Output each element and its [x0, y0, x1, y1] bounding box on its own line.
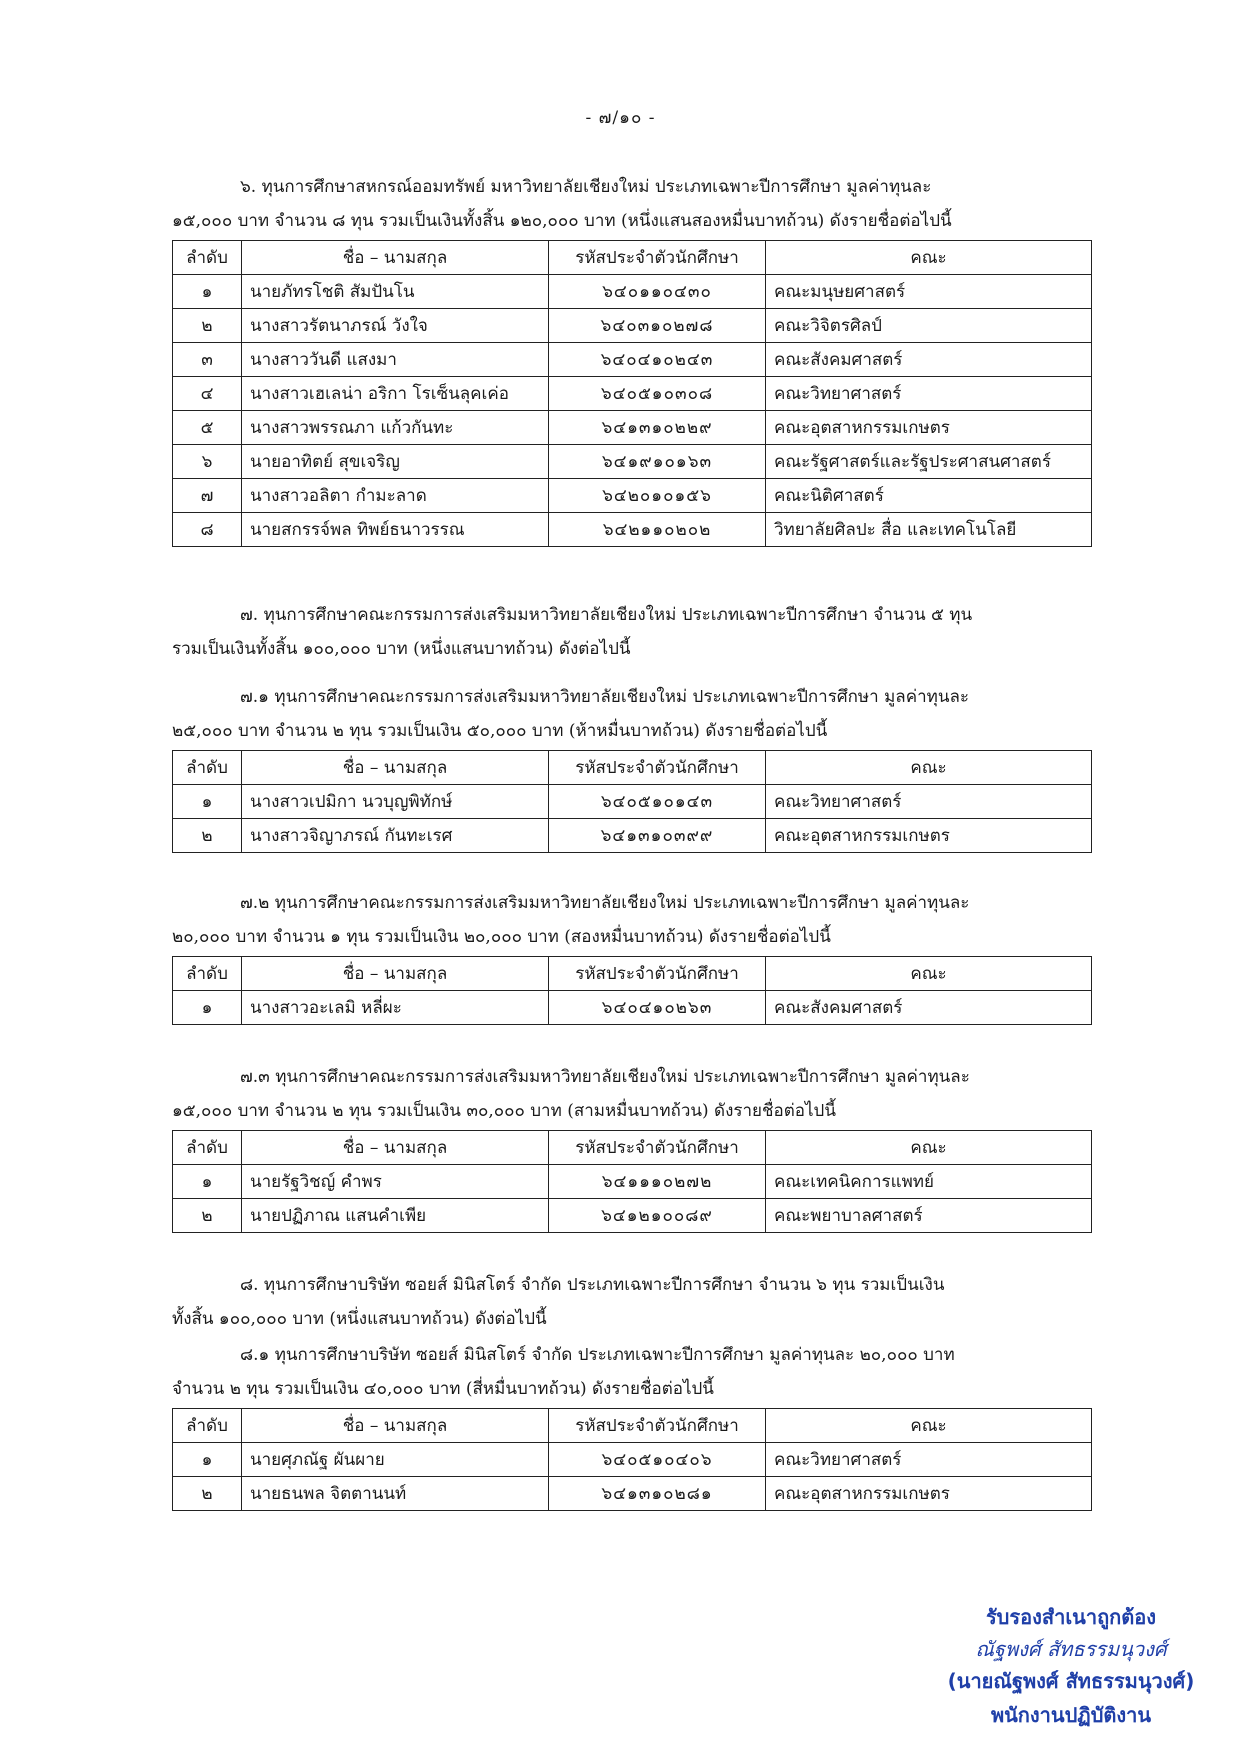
student-name: นายศุภณัฐ ผันผาย: [242, 1443, 549, 1477]
faculty-name: คณะรัฐศาสตร์และรัฐประศาสนศาสตร์: [766, 445, 1092, 479]
faculty-name: คณะพยาบาลศาสตร์: [766, 1199, 1092, 1233]
certifier-name: (นายณัฐพงศ์ สัทธรรมนุวงศ์): [947, 1669, 1195, 1693]
student-name: นางสาวอะเลมิ หลี่ผะ: [242, 991, 549, 1025]
student-id: ๖๔๐๔๑๐๒๔๓: [549, 343, 766, 377]
student-name: นางสาววันดี แสงมา: [242, 343, 549, 377]
col-id-header: รหัสประจำตัวนักศึกษา: [549, 1131, 766, 1165]
table-row: [173, 991, 1092, 1025]
section-8-1-table: [172, 1408, 1092, 1511]
student-id: ๖๔๑๒๑๐๐๘๙: [549, 1199, 766, 1233]
certifier-position: พนักงานปฏิบัติงาน: [990, 1703, 1152, 1727]
faculty-name: คณะวิจิตรศิลป์: [766, 309, 1092, 343]
col-name-header: ชื่อ – นามสกุล: [242, 1409, 549, 1443]
certification-stamp: [941, 1600, 1201, 1732]
faculty-name: คณะมนุษยศาสตร์: [766, 275, 1092, 309]
faculty-name: คณะวิทยาศาสตร์: [766, 785, 1092, 819]
row-number: ๓: [173, 343, 242, 377]
student-name: นางสาวเปมิกา นวบุญพิทักษ์: [242, 785, 549, 819]
col-no-header: ลำดับ: [173, 751, 242, 785]
student-name: นายสกรรจ์พล ทิพย์ธนาวรรณ: [242, 513, 549, 547]
faculty-name: คณะอุตสาหกรรมเกษตร: [766, 1477, 1092, 1511]
signature: ณัฐพงศ์ สัทธรรมนุวงศ์: [975, 1637, 1167, 1661]
col-name-header: ชื่อ – นามสกุล: [242, 1131, 549, 1165]
col-faculty-header: คณะ: [766, 957, 1092, 991]
section-7-2-heading: ๗.๒ ทุนการศึกษาคณะกรรมการส่งเสริมมหาวิทยาลัยเชียงใหม่ ประเภทเฉพาะปีการศึกษา มูลค่าทุนละ: [240, 893, 970, 913]
section-7-2-table: [172, 956, 1092, 1025]
section-6-table: [172, 240, 1092, 547]
col-faculty-header: คณะ: [766, 241, 1092, 275]
col-id-header: รหัสประจำตัวนักศึกษา: [549, 241, 766, 275]
col-name-header: ชื่อ – นามสกุล: [242, 751, 549, 785]
faculty-name: คณะสังคมศาสตร์: [766, 343, 1092, 377]
row-number: ๑: [173, 1443, 242, 1477]
table-row: [173, 819, 1092, 853]
student-name: นางสาวจิญาภรณ์ กันทะเรศ: [242, 819, 549, 853]
faculty-name: คณะเทคนิคการแพทย์: [766, 1165, 1092, 1199]
student-id: ๖๔๑๓๑๐๒๒๙: [549, 411, 766, 445]
table-row: [173, 411, 1092, 445]
student-id: ๖๔๑๓๑๐๒๘๑: [549, 1477, 766, 1511]
table-row: [173, 343, 1092, 377]
table-row: [173, 1443, 1092, 1477]
student-name: นางสาวพรรณภา แก้วกันทะ: [242, 411, 549, 445]
col-id-header: รหัสประจำตัวนักศึกษา: [549, 1409, 766, 1443]
row-number: ๒: [173, 1199, 242, 1233]
faculty-name: วิทยาลัยศิลปะ สื่อ และเทคโนโลยี: [766, 513, 1092, 547]
table-row: [173, 1199, 1092, 1233]
faculty-name: คณะวิทยาศาสตร์: [766, 377, 1092, 411]
student-id: ๖๔๐๕๑๐๔๐๖: [549, 1443, 766, 1477]
section-7-heading: ๗. ทุนการศึกษาคณะกรรมการส่งเสริมมหาวิทยาลัยเชียงใหม่ ประเภทเฉพาะปีการศึกษา จำนวน ๕ ทุน: [240, 605, 973, 625]
row-number: ๕: [173, 411, 242, 445]
student-id: ๖๔๐๔๑๐๒๖๓: [549, 991, 766, 1025]
student-id: ๖๔๑๓๑๐๓๙๙: [549, 819, 766, 853]
col-name-header: ชื่อ – นามสกุล: [242, 241, 549, 275]
table-row: [173, 309, 1092, 343]
table-row: [173, 1477, 1092, 1511]
table-row: [173, 1165, 1092, 1199]
page-number: - ๗/๑๐ -: [585, 108, 656, 128]
section-8-1: [172, 1338, 1092, 1511]
student-id: ๖๔๒๐๑๐๑๕๖: [549, 479, 766, 513]
student-id: ๖๔๐๕๑๐๑๔๓: [549, 785, 766, 819]
student-id: ๖๔๑๙๑๐๑๖๓: [549, 445, 766, 479]
faculty-name: คณะอุตสาหกรรมเกษตร: [766, 411, 1092, 445]
section-7: [172, 598, 1092, 666]
section-7-3: [172, 1060, 1092, 1233]
col-no-header: ลำดับ: [173, 1409, 242, 1443]
table-row: [173, 445, 1092, 479]
row-number: ๑: [173, 991, 242, 1025]
col-id-header: รหัสประจำตัวนักศึกษา: [549, 751, 766, 785]
section-8-subheading: ทั้งสิ้น ๑๐๐,๐๐๐ บาท (หนึ่งแสนบาทถ้วน) ดังต่อไปนี้: [172, 1309, 547, 1329]
section-7-1-heading: ๗.๑ ทุนการศึกษาคณะกรรมการส่งเสริมมหาวิทยาลัยเชียงใหม่ ประเภทเฉพาะปีการศึกษา มูลค่าทุนละ: [240, 687, 970, 707]
section-7-1-subheading: ๒๕,๐๐๐ บาท จำนวน ๒ ทุน รวมเป็นเงิน ๕๐,๐๐๐ บาท (ห้าหมื่นบาทถ้วน) ดังรายชื่อต่อไปนี้: [172, 721, 828, 741]
faculty-name: คณะสังคมศาสตร์: [766, 991, 1092, 1025]
section-8: [172, 1268, 1092, 1336]
col-id-header: รหัสประจำตัวนักศึกษา: [549, 957, 766, 991]
table-row: [173, 275, 1092, 309]
section-8-heading: ๘. ทุนการศึกษาบริษัท ซอยส์ มินิสโตร์ จำกัด ประเภทเฉพาะปีการศึกษา จำนวน ๖ ทุน รวมเป็นเงิน: [240, 1275, 945, 1295]
section-7-1: [172, 680, 1092, 853]
col-faculty-header: คณะ: [766, 1409, 1092, 1443]
student-name: นางสาวรัตนาภรณ์ วังใจ: [242, 309, 549, 343]
row-number: ๑: [173, 1165, 242, 1199]
student-id: ๖๔๐๓๑๐๒๗๘: [549, 309, 766, 343]
row-number: ๑: [173, 275, 242, 309]
table-row: [173, 377, 1092, 411]
col-no-header: ลำดับ: [173, 957, 242, 991]
faculty-name: คณะนิติศาสตร์: [766, 479, 1092, 513]
section-6-heading: ๖. ทุนการศึกษาสหกรณ์ออมทรัพย์ มหาวิทยาลัยเชียงใหม่ ประเภทเฉพาะปีการศึกษา มูลค่าทุนละ: [240, 177, 932, 197]
row-number: ๖: [173, 445, 242, 479]
student-name: นางสาวอลิตา กำมะลาด: [242, 479, 549, 513]
student-name: นางสาวเฮเลน่า อริกา โรเซ็นลุคเค่อ: [242, 377, 549, 411]
faculty-name: คณะอุตสาหกรรมเกษตร: [766, 819, 1092, 853]
row-number: ๗: [173, 479, 242, 513]
student-name: นายอาทิตย์ สุขเจริญ: [242, 445, 549, 479]
student-id: ๖๔๒๑๑๐๒๐๒: [549, 513, 766, 547]
row-number: ๒: [173, 1477, 242, 1511]
certification-title: รับรองสำเนาถูกต้อง: [985, 1605, 1157, 1629]
student-name: นายธนพล จิตตานนท์: [242, 1477, 549, 1511]
col-faculty-header: คณะ: [766, 751, 1092, 785]
table-row: [173, 785, 1092, 819]
student-id: ๖๔๐๕๑๐๓๐๘: [549, 377, 766, 411]
col-no-header: ลำดับ: [173, 1131, 242, 1165]
table-row: [173, 513, 1092, 547]
student-id: ๖๔๐๑๑๐๔๓๐: [549, 275, 766, 309]
table-row: [173, 479, 1092, 513]
student-name: นายปฏิภาณ แสนคำเพีย: [242, 1199, 549, 1233]
section-6: [172, 170, 1092, 547]
row-number: ๘: [173, 513, 242, 547]
section-7-subheading: รวมเป็นเงินทั้งสิ้น ๑๐๐,๐๐๐ บาท (หนึ่งแสนบาทถ้วน) ดังต่อไปนี้: [172, 639, 631, 659]
row-number: ๒: [173, 819, 242, 853]
row-number: ๒: [173, 309, 242, 343]
section-7-1-table: [172, 750, 1092, 853]
section-8-1-subheading: จำนวน ๒ ทุน รวมเป็นเงิน ๔๐,๐๐๐ บาท (สี่หมื่นบาทถ้วน) ดังรายชื่อต่อไปนี้: [172, 1379, 714, 1399]
section-8-1-heading: ๘.๑ ทุนการศึกษาบริษัท ซอยส์ มินิสโตร์ จำกัด ประเภทเฉพาะปีการศึกษา มูลค่าทุนละ ๒๐,๐๐๐ บาท: [240, 1345, 955, 1365]
row-number: ๔: [173, 377, 242, 411]
section-7-2: [172, 886, 1092, 1025]
faculty-name: คณะวิทยาศาสตร์: [766, 1443, 1092, 1477]
col-faculty-header: คณะ: [766, 1131, 1092, 1165]
student-name: นายภัทรโชติ สัมปันโน: [242, 275, 549, 309]
student-name: นายรัฐวิชญ์ คำพร: [242, 1165, 549, 1199]
section-7-3-table: [172, 1130, 1092, 1233]
section-7-3-subheading: ๑๕,๐๐๐ บาท จำนวน ๒ ทุน รวมเป็นเงิน ๓๐,๐๐๐ บาท (สามหมื่นบาทถ้วน) ดังรายชื่อต่อไปนี้: [172, 1101, 836, 1121]
col-no-header: ลำดับ: [173, 241, 242, 275]
row-number: ๑: [173, 785, 242, 819]
section-7-3-heading: ๗.๓ ทุนการศึกษาคณะกรรมการส่งเสริมมหาวิทยาลัยเชียงใหม่ ประเภทเฉพาะปีการศึกษา มูลค่าทุนละ: [240, 1067, 970, 1087]
col-name-header: ชื่อ – นามสกุล: [242, 957, 549, 991]
section-6-subheading: ๑๕,๐๐๐ บาท จำนวน ๘ ทุน รวมเป็นเงินทั้งสิ้น ๑๒๐,๐๐๐ บาท (หนึ่งแสนสองหมื่นบาทถ้วน) ดังรายชื่อต่อไปนี้: [172, 211, 952, 231]
section-7-2-subheading: ๒๐,๐๐๐ บาท จำนวน ๑ ทุน รวมเป็นเงิน ๒๐,๐๐๐ บาท (สองหมื่นบาทถ้วน) ดังรายชื่อต่อไปนี้: [172, 927, 831, 947]
student-id: ๖๔๑๑๑๐๒๗๒: [549, 1165, 766, 1199]
